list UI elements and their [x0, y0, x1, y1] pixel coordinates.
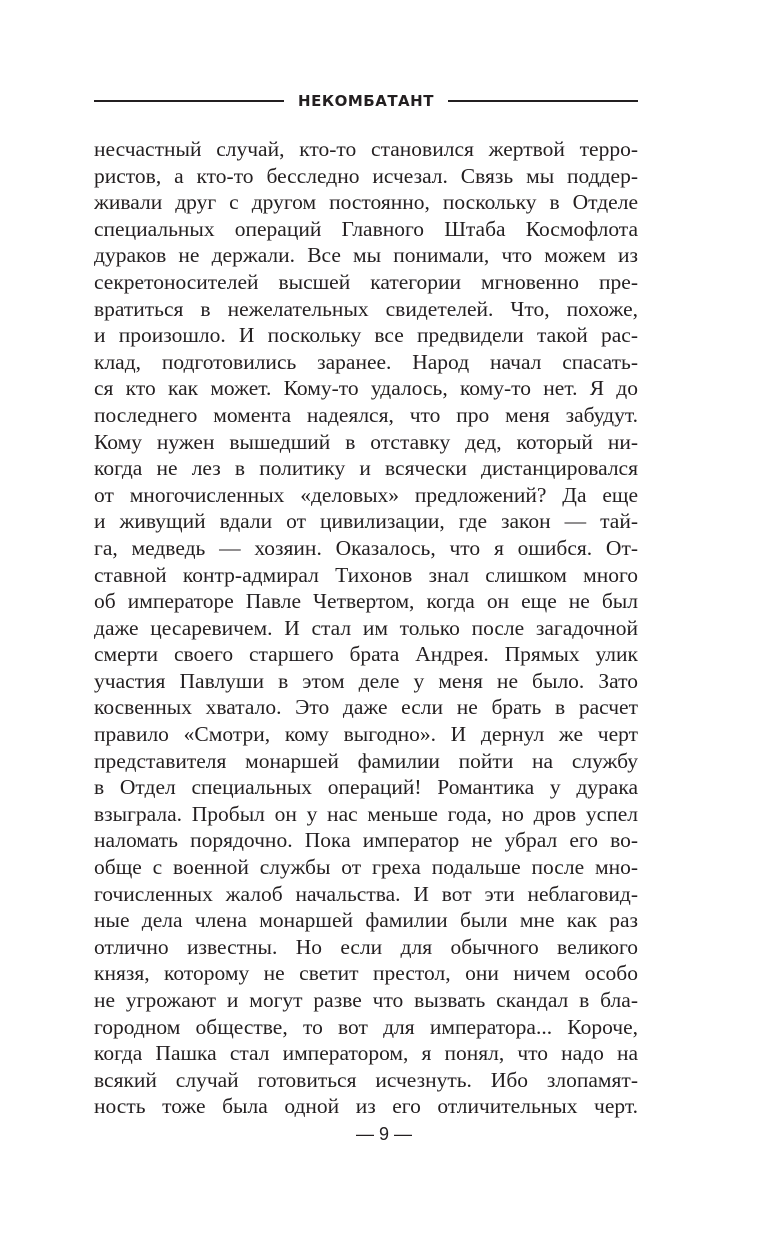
- text-line: косвенных хватало. Это даже если не брать в расчет: [94, 695, 638, 720]
- text-line: представителя монаршей фамилии пойти на службу: [94, 748, 638, 773]
- text-line: клад, подготовились заранее. Народ начал спасать-: [94, 349, 638, 374]
- text-line: от многочисленных «деловых» предложений? Да еще: [94, 482, 638, 507]
- text-line: ность тоже была одной из его отличительных черт.: [94, 1094, 638, 1119]
- text-line: дураков не держали. Все мы понимали, что можем из: [94, 243, 638, 268]
- page-number: — 9 —: [355, 1124, 412, 1144]
- header-rule-left: [94, 100, 284, 102]
- text-line: живали друг с другом постоянно, поскольку в Отделе: [94, 190, 638, 215]
- text-line: ся кто как может. Кому-то удалось, кому-то нет. Я до: [94, 376, 638, 401]
- text-line: участия Павлуши в этом деле у меня не было. Зато: [94, 668, 638, 693]
- text-line: несчастный случай, кто-то становился жертвой терро-: [94, 137, 638, 161]
- text-line: когда Пашка стал императором, я понял, что надо на: [94, 1041, 638, 1066]
- running-header: [94, 88, 638, 114]
- text-line: даже цесаревичем. И стал им только после загадочной: [94, 615, 638, 640]
- text-line: взыграла. Пробыл он у нас меньше года, но дров успел: [94, 801, 638, 826]
- text-line: отлично известны. Но если для обычного великого: [94, 934, 638, 959]
- body-text: [94, 136, 638, 1120]
- text-line: всякий случай готовиться исчезнуть. Ибо злопамят-: [94, 1067, 638, 1092]
- text-line: ставной контр-адмирал Тихонов знал слишком много: [94, 562, 638, 587]
- text-line: гочисленных жалоб начальства. И вот эти неблаговид-: [94, 881, 638, 906]
- text-line: смерти своего старшего брата Андрея. Прямых улик: [94, 642, 638, 667]
- text-line: наломать порядочно. Пока император не убрал его во-: [94, 828, 638, 853]
- text-line: не угрожают и могут разве что вызвать скандал в бла-: [94, 988, 638, 1012]
- text-line: последнего момента надеялся, что про меня забудут.: [94, 402, 638, 427]
- text-line: специальных операций Главного Штаба Космофлота: [94, 216, 638, 241]
- text-line: и произошло. И поскольку все предвидели такой рас-: [94, 323, 638, 348]
- text-line: об императоре Павле Четвертом, когда он еще не был: [94, 589, 638, 614]
- book-title: НЕКОМБАТАНТ: [298, 92, 434, 110]
- text-line: и живущий вдали от цивилизации, где закон — тай-: [94, 509, 638, 534]
- text-line: князя, которому не светит престол, они ничем особо: [94, 961, 638, 986]
- text-line: га, медведь — хозяин. Оказалось, что я ошибся. От-: [94, 535, 638, 560]
- header-rule-right: [448, 100, 638, 102]
- text-line: обще с военной службы от греха подальше после мно-: [94, 855, 638, 880]
- text-line: когда не лез в политику и всячески дистанцировался: [94, 456, 638, 481]
- text-line: городном обществе, то вот для императора... Короче,: [94, 1014, 638, 1039]
- text-line: секретоносителей высшей категории мгновенно пре-: [94, 269, 638, 294]
- text-line: ные дела члена монаршей фамилии были мне как раз: [94, 908, 638, 933]
- text-line: вратиться в нежелательных свидетелей. Что, похоже,: [94, 296, 638, 321]
- text-line: ристов, а кто-то бесследно исчезал. Связь мы поддер-: [94, 163, 638, 188]
- text-line: правило «Смотри, кому выгодно». И дернул же черт: [94, 722, 638, 747]
- text-line: Кому нужен вышедший в отставку дед, который ни-: [94, 429, 638, 454]
- text-line: в Отдел специальных операций! Романтика у дурака: [94, 775, 638, 800]
